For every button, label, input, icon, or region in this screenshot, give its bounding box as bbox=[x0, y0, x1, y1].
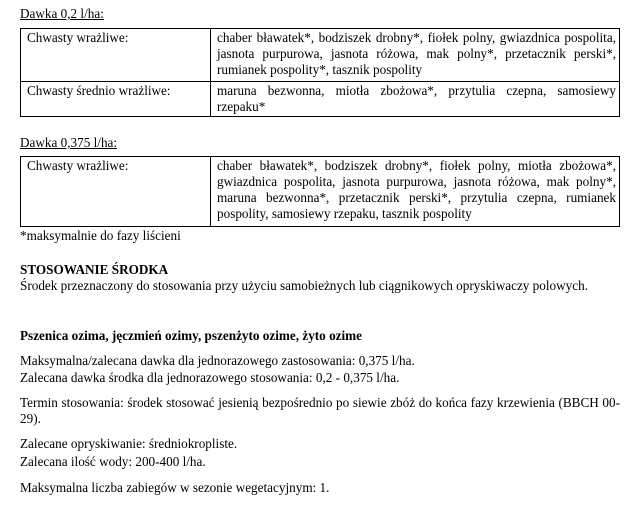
crops-heading: Pszenica ozima, jęczmień ozimy, pszenżyto ozime, żyto ozime bbox=[20, 328, 363, 343]
weed-list: chaber bławatek*, bodziszek drobny*, fiołek polny, miotła zbożowa*, gwiazdnica pospolita, jasnota purpurowa, jasnota różowa, mak polny*, maruna bezwonna*, przetacznik perski*, przytulia czepna, rumianek pospolity, samosiewy rzepaku, tasznik pospolity bbox=[211, 157, 620, 227]
recommended-dose-text: Zalecana dawka środka dla jednorazowego stosowania: 0,2 - 0,375 l/ha. bbox=[20, 370, 400, 385]
table-row bbox=[21, 157, 620, 227]
weed-category-label: Chwasty średnio wrażliwe: bbox=[21, 82, 211, 117]
spraying-text: Zalecane opryskiwanie: średniokropliste. bbox=[20, 436, 238, 451]
timing-text: Termin stosowania: środek stosować jesienią bezpośrednio po siewie zbóż do końca fazy krzewienia (BBCH 00-29). bbox=[20, 395, 620, 426]
table-row bbox=[21, 82, 620, 117]
section-heading: STOSOWANIE ŚRODKA bbox=[20, 262, 169, 277]
section-intro: Środek przeznaczony do stosowania przy użyciu samobieżnych lub ciągnikowych opryskiwaczy polowych. bbox=[20, 278, 588, 293]
weed-list: maruna bezwonna, miotła zbożowa*, przytulia czepna, samosiewy rzepaku* bbox=[211, 82, 620, 117]
water-text: Zalecana ilość wody: 200-400 l/ha. bbox=[20, 454, 206, 469]
dose-1-title: Dawka 0,2 l/ha: bbox=[20, 6, 104, 21]
dose-2-title: Dawka 0,375 l/ha: bbox=[20, 135, 118, 150]
table-row bbox=[21, 29, 620, 82]
weed-list: chaber bławatek*, bodziszek drobny*, fiołek polny, gwiazdnica pospolita, jasnota purpurowa, jasnota różowa, mak polny*, przetacznik perski*, rumianek pospolity*, tasznik pospolity bbox=[211, 29, 620, 82]
max-treatments-text: Maksymalna liczba zabiegów w sezonie wegetacyjnym: 1. bbox=[20, 480, 330, 495]
max-dose-text: Maksymalna/zalecana dawka dla jednorazowego zastosowania: 0,375 l/ha. bbox=[20, 353, 415, 368]
footnote: *maksymalnie do fazy liścieni bbox=[20, 228, 181, 243]
dose-1-table bbox=[20, 28, 620, 117]
weed-category-label: Chwasty wrażliwe: bbox=[21, 29, 211, 82]
dose-2-table bbox=[20, 156, 620, 227]
weed-category-label: Chwasty wrażliwe: bbox=[21, 157, 211, 227]
